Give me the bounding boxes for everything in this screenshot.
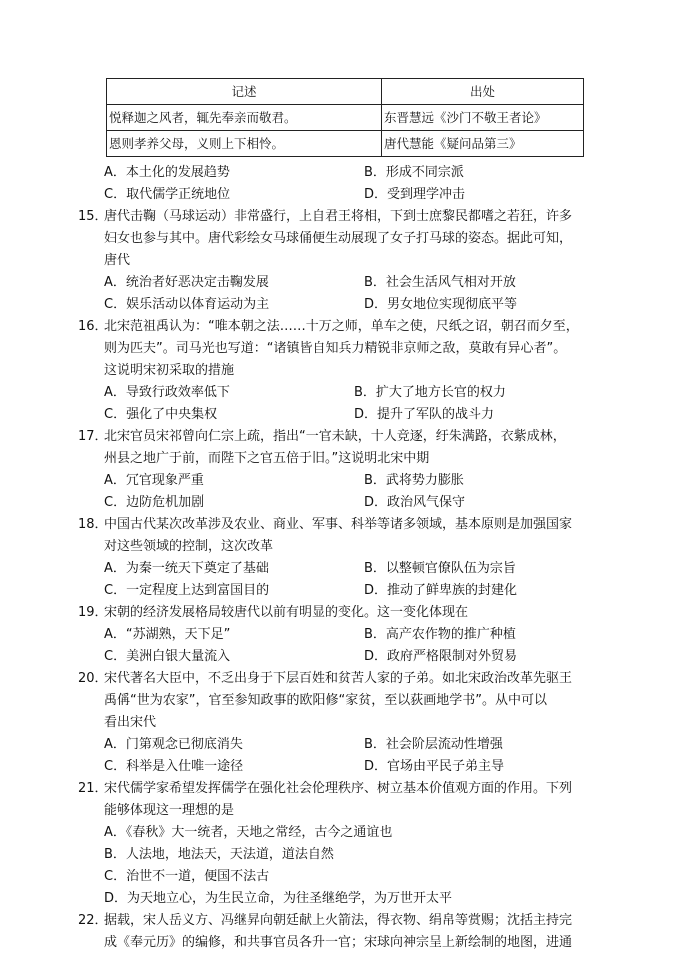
- option-c: C．娱乐活动以体育运动为主: [104, 297, 270, 312]
- table-header-record: 记述: [107, 79, 382, 105]
- option-b: B．高产农作物的推广种植: [364, 627, 516, 642]
- question-stem: [78, 514, 624, 558]
- question-stem: [78, 206, 624, 272]
- table-row: [107, 105, 584, 131]
- option-b: B．形成不同宗派: [364, 165, 464, 180]
- stem-line: 能够体现这一理想的是: [104, 803, 235, 818]
- option-c: C．科举是入仕唯一途径: [104, 759, 244, 774]
- option-c: C．一定程度上达到富国目的: [104, 583, 270, 598]
- source-table: [106, 78, 584, 157]
- stem-line: 妇女也参与其中。唐代彩绘女马球俑便生动展现了女子打马球的姿态。据此可知，: [104, 231, 573, 246]
- stem-line: 宋代著名大臣中，不乏出身于下层百姓和贫苦人家的子弟。如北宋政治改革先驱王: [104, 671, 573, 686]
- options-grid: [104, 470, 624, 514]
- question-number: 20．: [78, 671, 108, 686]
- question-stem: [78, 668, 624, 734]
- option-c: C．边防危机加剧: [104, 495, 205, 510]
- stem-line: 北宋范祖禹认为：“唯本朝之法……十万之师，单车之使，尺纸之诏，朝召而夕至，: [104, 319, 579, 334]
- option-b: B．社会生活风气相对开放: [364, 275, 516, 290]
- option-a: A．统治者好恶决定击鞠发展: [104, 275, 269, 290]
- table-cell: 恩则孝养父母，义则上下相怜。: [107, 131, 382, 157]
- option-d: D．官场由平民子弟主导: [364, 759, 505, 774]
- stem-line: 唐代: [104, 253, 131, 268]
- question-stem: [78, 602, 624, 624]
- question-22: [78, 910, 624, 954]
- option-d: D．政府严格限制对外贸易: [364, 649, 518, 664]
- question-stem: [78, 910, 624, 954]
- option-d: D．政治风气保守: [364, 495, 466, 510]
- stem-line: 则为匹夫”。司马光也写道：“诸镇皆自知兵力精锐非京师之敌，莫敢有异心者”。: [104, 341, 567, 356]
- question-16: [78, 316, 624, 426]
- option-b: B．社会阶层流动性增强: [364, 737, 503, 752]
- stem-line: 宋朝的经济发展格局较唐代以前有明显的变化。这一变化体现在: [104, 605, 469, 620]
- option-c: C．取代儒学正统地位: [104, 187, 231, 202]
- options-grid: [104, 734, 624, 778]
- question-20: [78, 668, 624, 778]
- option-c: C．强化了中央集权: [104, 407, 218, 422]
- option-b: B．以整顿官僚队伍为宗旨: [364, 561, 516, 576]
- table-cell: 唐代慧能《疑问品第三》: [382, 131, 584, 157]
- option-c: C．美洲白银大量流入: [104, 649, 231, 664]
- question-stem: [78, 426, 624, 470]
- question-number: 17．: [78, 429, 108, 444]
- question-stem: [78, 778, 624, 822]
- stem-line: 中国古代某次改革涉及农业、商业、军事、科举等诸多领域，基本原则是加强国家: [104, 517, 573, 532]
- question-number: 16．: [78, 319, 108, 334]
- stem-line: 北宋官员宋祁曾向仁宗上疏，指出“一官未缺，十人竞逐，纡朱满路，衣紫成林，: [104, 429, 566, 444]
- stem-line: 这说明宋初采取的措施: [104, 363, 235, 378]
- option-d: D．男女地位实现彻底平等: [364, 297, 518, 312]
- question-19: [78, 602, 624, 668]
- stem-line: 唐代击鞠（马球运动）非常盛行，上自君王将相，下到士庶黎民都嗜之若狂，许多: [104, 209, 573, 224]
- stem-line: 对这些领域的控制，这次改革: [104, 539, 274, 554]
- question-14: [104, 162, 624, 206]
- table-cell: 东晋慧远《沙门不敬王者论》: [382, 105, 584, 131]
- question-15: [78, 206, 624, 316]
- option-a: A．《春秋》大一统者，天地之常经，古今之通谊也: [104, 825, 393, 840]
- option-a: A．门第观念已彻底消失: [104, 737, 243, 752]
- question-17: [78, 426, 624, 514]
- option-a: A．冗官现象严重: [104, 473, 204, 488]
- question-number: 21．: [78, 781, 108, 796]
- option-b: B．武将势力膨胀: [364, 473, 464, 488]
- option-d: D．推动了鲜卑族的封建化: [364, 583, 518, 598]
- question-number: 15．: [78, 209, 108, 224]
- option-d: D．受到理学冲击: [364, 187, 466, 202]
- option-b: B．扩大了地方长官的权力: [354, 385, 506, 400]
- stem-line: 禹偁“世为农家”，官至参知政事的欧阳修“家贫，至以荻画地学书”。从中可以: [104, 693, 547, 708]
- options-grid: [104, 382, 624, 426]
- options-grid: [104, 558, 624, 602]
- option-d: D．提升了军队的战斗力: [354, 407, 495, 422]
- question-number: 19．: [78, 605, 108, 620]
- options-grid: [104, 272, 624, 316]
- option-c: C．治世不一道，便国不法古: [104, 869, 270, 884]
- stem-line: 成《奉元历》的编修，和共事官员各升一官；宋球向神宗呈上新绘制的地图，进通: [104, 935, 573, 950]
- table-header-row: [107, 79, 584, 105]
- table-header-source: 出处: [382, 79, 584, 105]
- option-b: B．人法地，地法天，天法道，道法自然: [104, 847, 334, 862]
- options-grid: [104, 624, 624, 668]
- question-number: 18．: [78, 517, 108, 532]
- table-cell: 悦释迦之风者，辄先奉亲而敬君。: [107, 105, 382, 131]
- question-number: 22．: [78, 913, 108, 928]
- question-list: [78, 162, 624, 954]
- options-grid: [104, 162, 624, 206]
- option-d: D．为天地立心，为生民立命，为往圣继绝学，为万世开太平: [104, 891, 453, 906]
- option-a: A．“苏湖熟，天下足”: [104, 627, 231, 642]
- stem-line: 据载，宋人岳义方、冯继昇向朝廷献上火箭法，得衣物、绢帛等赏赐；沈括主持完: [104, 913, 573, 928]
- stem-line: 看出宋代: [104, 715, 157, 730]
- question-18: [78, 514, 624, 602]
- stem-line: 州县之地广于前，而陛下之官五倍于旧。”这说明北宋中期: [104, 451, 430, 466]
- question-stem: [78, 316, 624, 382]
- stem-line: 宋代儒学家希望发挥儒学在强化社会伦理秩序、树立基本价值观方面的作用。下列: [104, 781, 573, 796]
- question-21: [78, 778, 624, 910]
- option-a: A．为秦一统天下奠定了基础: [104, 561, 269, 576]
- table-row: [107, 131, 584, 157]
- option-a: A．导致行政效率低下: [104, 385, 230, 400]
- option-a: A．本土化的发展趋势: [104, 165, 230, 180]
